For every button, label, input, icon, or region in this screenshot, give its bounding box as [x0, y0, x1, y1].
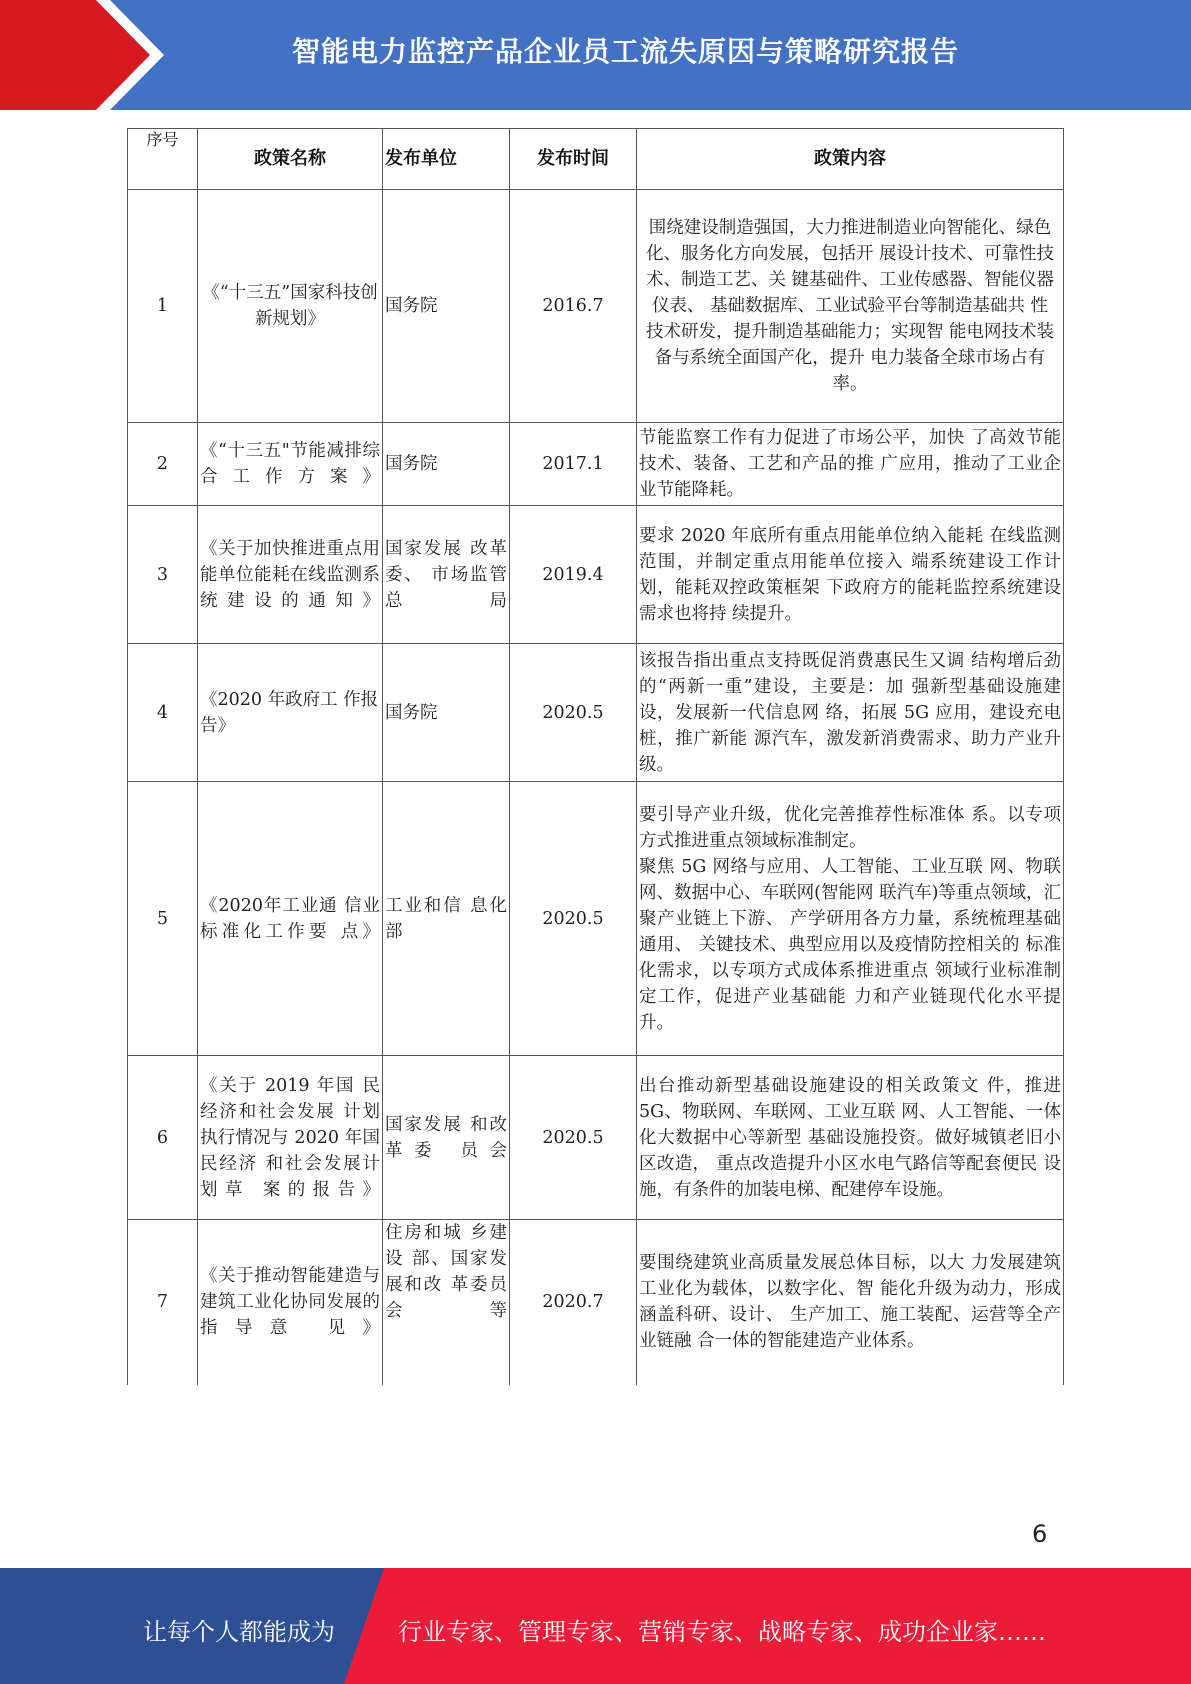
table-header-row [128, 129, 1064, 190]
footer-slogan-lead: 让每个人都能成为 [143, 1618, 335, 1646]
row-content: 该报告指出重点支持既促消费惠民生又调 结构增后劲的“两新一重”建设，主要是：加 强新型基础设施建设，发展新一代信息网 络，拓展 5G 应用，建设充电桩，推广新能 源汽车，激发新消费需求、助力产业升级。 [637, 644, 1064, 782]
row-policy-name: 《关于推动智能建造与建筑工业化协同发展的指导意 见》 [198, 1220, 383, 1385]
row-content: 要围绕建筑业高质量发展总体目标，以大 力发展建筑工业化为载体，以数字化、智 能化升级为动力，形成涵盖科研、设计、 生产加工、施工装配、运营等全产业链融 合一体的智能建造产业体系。 [637, 1220, 1064, 1385]
row-date: 2020.5 [510, 644, 637, 782]
row-policy-name: 《2020 年政府工 作报告》 [198, 644, 383, 782]
row-index: 1 [128, 190, 198, 423]
page-header [0, 0, 1191, 110]
table-row [128, 782, 1064, 1056]
policy-table [127, 128, 1064, 1385]
row-issuer: 工业和信 息化部 [383, 782, 510, 1056]
header-date: 发布时间 [510, 129, 637, 190]
row-date: 2017.1 [510, 423, 637, 506]
row-content: 要求 2020 年底所有重点用能单位纳入能耗 在线监测范围，并制定重点用能单位接入 端系统建设工作计划，能耗双控政策框架 下政府方的能耗监控系统建设需求也将持 续提升。 [637, 506, 1064, 644]
page-footer [0, 1568, 1191, 1684]
header-issuer: 发布单位 [383, 129, 510, 190]
row-index: 4 [128, 644, 198, 782]
row-issuer: 国务院 [383, 644, 510, 782]
header-policy-name: 政策名称 [198, 129, 383, 190]
row-policy-name: 《“十三五”国家科技创新规划》 [198, 190, 383, 423]
row-date: 2019.4 [510, 506, 637, 644]
row-date: 2020.5 [510, 782, 637, 1056]
row-index: 7 [128, 1220, 198, 1385]
row-content: 要引导产业升级，优化完善推荐性标准体 系。以专项方式推进重点领域标准制定。 聚焦 5G 网络与应用、人工智能、工业互联 网、物联网、数据中心、车联网(智能网 联汽车)等重点领域，汇聚产业链上下游、 产学研用各方力量，系统梳理基础通用、 关键技术、典型应用以及疫情防控相关的 标准化需求，以专项方式成体系推进重点 领域行业标准制定工作，促进产业基础能 力和产业链现代化水平提升。 [637, 782, 1064, 1056]
header-content: 政策内容 [637, 129, 1064, 190]
table-row [128, 644, 1064, 782]
policy-table-wrapper [127, 128, 1063, 1385]
row-index: 6 [128, 1056, 198, 1220]
footer-slogan-roles: 行业专家、管理专家、营销专家、战略专家、成功企业家…… [398, 1618, 1046, 1646]
row-index: 5 [128, 782, 198, 1056]
row-policy-name: 《关于加快推进重点用能单位能耗在线监测系统建设的通知》 [198, 506, 383, 644]
table-row [128, 1220, 1064, 1385]
row-date: 2020.7 [510, 1220, 637, 1385]
header-index: 序号 [128, 129, 198, 190]
row-content: 节能监察工作有力促进了市场公平，加快 了高效节能技术、装备、工艺和产品的推 广应用，推动了工业企业节能降耗。 [637, 423, 1064, 506]
row-date: 2020.5 [510, 1056, 637, 1220]
row-issuer: 住房和城 乡建设 部、国家发展和改 革委员会 等 [383, 1220, 510, 1385]
table-row [128, 190, 1064, 423]
row-issuer: 国务院 [383, 190, 510, 423]
row-index: 3 [128, 506, 198, 644]
row-issuer: 国家发展 和改革委 员会 [383, 1056, 510, 1220]
row-policy-name: 《“十三五"节能减排综合工作方案》 [198, 423, 383, 506]
table-row [128, 423, 1064, 506]
page-number: 6 [1032, 1520, 1048, 1548]
row-issuer: 国务院 [383, 423, 510, 506]
row-policy-name: 《2020年工业通 信业标准化工作要 点》 [198, 782, 383, 1056]
table-row [128, 1056, 1064, 1220]
row-content: 出台推动新型基础设施建设的相关政策文 件，推进 5G、物联网、车联网、工业互联 网、人工智能、一体化大数据中心等新型 基础设施投资。做好城镇老旧小区改造， 重点改造提升小区水电气路信等配套便民 设施，有条件的加装电梯、配建停车设施。 [637, 1056, 1064, 1220]
row-issuer: 国家发展 改革委、 市场监管 总局 [383, 506, 510, 644]
row-policy-name: 《关于 2019 年国 民经济和社会发展 计划执行情况与 2020 年国民经济 和社会发展计划草 案的报告》 [198, 1056, 383, 1220]
report-title: 智能电力监控产品企业员工流失原因与策略研究报告 [291, 35, 959, 68]
row-content: 围绕建设制造强国，大力推进制造业向智能化、绿色化、服务化方向发展，包括开 展设计技术、可靠性技术、制造工艺、关 键基础件、工业传感器、智能仪器仪表、 基础数据库、工业试验平台等制造基础共 性技术研发，提升制造基础能力；实现智 能电网技术装备与系统全面国产化，提升 电力装备全球市场占有率。 [637, 190, 1064, 423]
row-date: 2016.7 [510, 190, 637, 423]
row-index: 2 [128, 423, 198, 506]
table-row [128, 506, 1064, 644]
